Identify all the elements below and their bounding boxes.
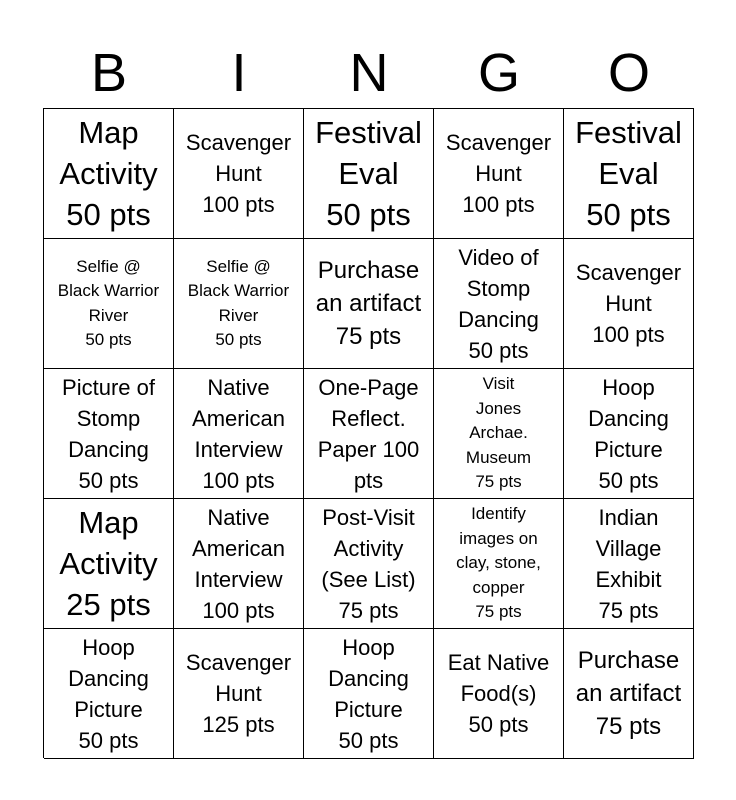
cell-label: Selfie @ Black Warrior River 50 pts (57, 256, 160, 349)
header-letter-i: I (231, 43, 247, 103)
bingo-cell-r5-c3[interactable] (304, 629, 434, 759)
bingo-cell-r4-c5[interactable] (564, 499, 694, 629)
cell-label: Native American Interview 100 pts (192, 504, 285, 623)
bingo-cell-r1-c1[interactable] (44, 109, 174, 239)
header-letter-o: O (607, 43, 650, 103)
bingo-cell-r1-c5[interactable] (564, 109, 694, 239)
bingo-cell-r3-c5[interactable] (564, 369, 694, 499)
cell-label: Purchase an artifact 75 pts (315, 257, 422, 350)
bingo-cell-r5-c5[interactable] (564, 629, 694, 759)
bingo-cell-r1-c3[interactable] (304, 109, 434, 239)
cell-label: Map Activity 25 pts (59, 505, 158, 622)
cell-label: Picture of Stomp Dancing 50 pts (62, 374, 155, 493)
bingo-cell-r1-c2[interactable] (174, 109, 304, 239)
header-letter-n: N (349, 43, 389, 103)
bingo-cell-r2-c2[interactable] (174, 239, 304, 369)
cell-label: Scavenger Hunt 100 pts (185, 130, 292, 217)
bingo-cell-r2-c4[interactable] (434, 239, 564, 369)
cell-label: One-Page Reflect. Paper 100 pts (317, 374, 420, 493)
cell-label: Hoop Dancing Picture 50 pts (328, 634, 409, 753)
bingo-header (44, 40, 694, 106)
cell-label: Native American Interview 100 pts (192, 374, 285, 493)
bingo-cell-r3-c2[interactable] (174, 369, 304, 499)
bingo-cell-r5-c2[interactable] (174, 629, 304, 759)
bingo-board (43, 108, 694, 758)
cell-label: Video of Stomp Dancing 50 pts (458, 244, 539, 363)
bingo-cell-r3-c3[interactable] (304, 369, 434, 499)
bingo-cell-r3-c1[interactable] (44, 369, 174, 499)
bingo-cell-r5-c4[interactable] (434, 629, 564, 759)
header-letter-g: G (477, 43, 520, 103)
bingo-cell-r2-c3[interactable] (304, 239, 434, 369)
cell-label: Map Activity 50 pts (59, 115, 158, 232)
cell-label: Scavenger Hunt 100 pts (575, 260, 682, 347)
bingo-cell-r4-c3[interactable] (304, 499, 434, 629)
bingo-cell-r1-c4[interactable] (434, 109, 564, 239)
cell-label: Identify images on clay, stone, copper 75 pts (456, 504, 541, 622)
cell-label: Indian Village Exhibit 75 pts (595, 504, 662, 623)
cell-label: Eat Native Food(s) 50 pts (447, 650, 550, 737)
cell-label: Scavenger Hunt 100 pts (445, 130, 552, 217)
bingo-cell-r4-c1[interactable] (44, 499, 174, 629)
cell-label: Visit Jones Archae. Museum 75 pts (465, 374, 532, 492)
bingo-cell-r4-c2[interactable] (174, 499, 304, 629)
cell-label: Post-Visit Activity (See List) 75 pts (321, 504, 416, 623)
cell-label: Selfie @ Black Warrior River 50 pts (187, 256, 290, 349)
bingo-cell-r2-c5[interactable] (564, 239, 694, 369)
cell-label: Festival Eval 50 pts (315, 115, 422, 232)
bingo-cell-r4-c4[interactable] (434, 499, 564, 629)
cell-label: Hoop Dancing Picture 50 pts (588, 374, 669, 493)
cell-label: Scavenger Hunt 125 pts (185, 650, 292, 737)
cell-label: Hoop Dancing Picture 50 pts (68, 634, 149, 753)
cell-label: Purchase an artifact 75 pts (575, 647, 682, 740)
bingo-cell-r2-c1[interactable] (44, 239, 174, 369)
bingo-cell-r3-c4[interactable] (434, 369, 564, 499)
bingo-cell-r5-c1[interactable] (44, 629, 174, 759)
cell-label: Festival Eval 50 pts (575, 115, 682, 232)
header-letter-b: B (90, 43, 128, 103)
